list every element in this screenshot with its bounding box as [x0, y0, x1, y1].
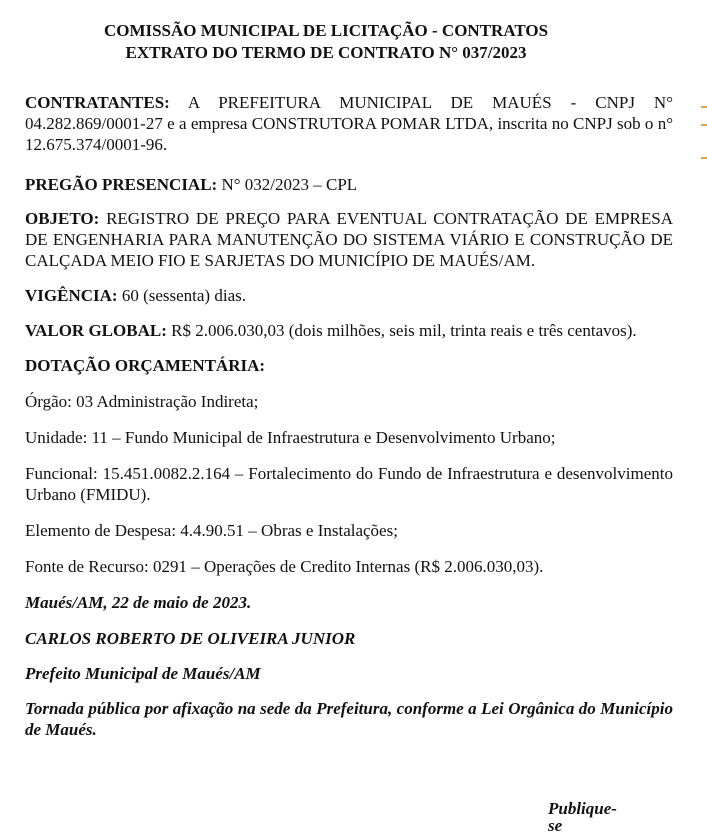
vigencia-label: VIGÊNCIA:	[25, 286, 118, 305]
cutoff-text: Publique-se	[548, 799, 617, 835]
contratantes-section	[25, 92, 673, 155]
header-subtitle: EXTRATO DO TERMO DE CONTRATO N° 037/2023	[125, 43, 527, 62]
pregao-section	[25, 174, 673, 195]
pregao-text: N° 032/2023 – CPL	[217, 175, 358, 194]
header-title: COMISSÃO MUNICIPAL DE LICITAÇÃO - CONTRATOS	[103, 21, 549, 40]
pregao-label: PREGÃO PRESENCIAL:	[25, 175, 218, 194]
margin-mark	[701, 157, 707, 159]
dotacao-fonte: Fonte de Recurso: 0291 – Operações de Credito Internas (R$ 2.006.030,03).	[25, 557, 544, 576]
vigencia-text: 60 (sessenta) dias.	[117, 286, 246, 305]
margin-mark	[701, 124, 707, 126]
objeto-label: OBJETO:	[25, 209, 100, 228]
margin-mark	[701, 106, 707, 108]
dotacao-funcional: Funcional: 15.451.0082.2.164 – Fortalecimento do Fundo de Infraestrutura e desenvolvimento Urbano (FMIDU).	[25, 464, 673, 504]
dotacao-orgao: Órgão: 03 Administração Indireta;	[25, 392, 259, 411]
objeto-text: REGISTRO DE PREÇO PARA EVENTUAL CONTRATAÇÃO DE EMPRESA DE ENGENHARIA PARA MANUTENÇÃO DO SISTEMA VIÁRIO E CONSTRUÇÃO DE CALÇADA MEIO FIO E SARJETAS DO MUNICÍPIO DE MAUÉS/AM.	[25, 209, 673, 270]
dotacao-label: DOTAÇÃO ORÇAMENTÁRIA:	[25, 356, 266, 375]
dotacao-elemento: Elemento de Despesa: 4.4.90.51 – Obras e Instalações;	[25, 521, 398, 540]
document-body	[25, 92, 673, 740]
signatario-name: CARLOS ROBERTO DE OLIVEIRA JUNIOR	[25, 629, 356, 648]
valor-text: R$ 2.006.030,03 (dois milhões, seis mil, trinta reais e três centavos).	[166, 321, 637, 340]
objeto-section	[25, 208, 673, 271]
contratantes-text: A PREFEITURA MUNICIPAL DE MAUÉS - CNPJ N° 04.282.869/0001-27 e a empresa CONSTRUTORA POMAR LTDA, inscrita no CNPJ sob o n° 12.675.374/0001-96.	[25, 93, 673, 154]
publicacao-note: Tornada pública por afixação na sede da Prefeitura, conforme a Lei Orgânica do Município de Maués.	[25, 699, 673, 739]
valor-label: VALOR GLOBAL:	[25, 321, 167, 340]
dotacao-unidade: Unidade: 11 – Fundo Municipal de Infraestrutura e Desenvolvimento Urbano;	[25, 428, 556, 447]
vigencia-section	[25, 285, 673, 306]
local-data: Maués/AM, 22 de maio de 2023.	[25, 593, 252, 612]
signatario-cargo: Prefeito Municipal de Maués/AM	[25, 664, 261, 683]
valor-section	[25, 320, 673, 341]
contratantes-label: CONTRATANTES:	[25, 93, 170, 112]
document-header	[0, 20, 666, 64]
